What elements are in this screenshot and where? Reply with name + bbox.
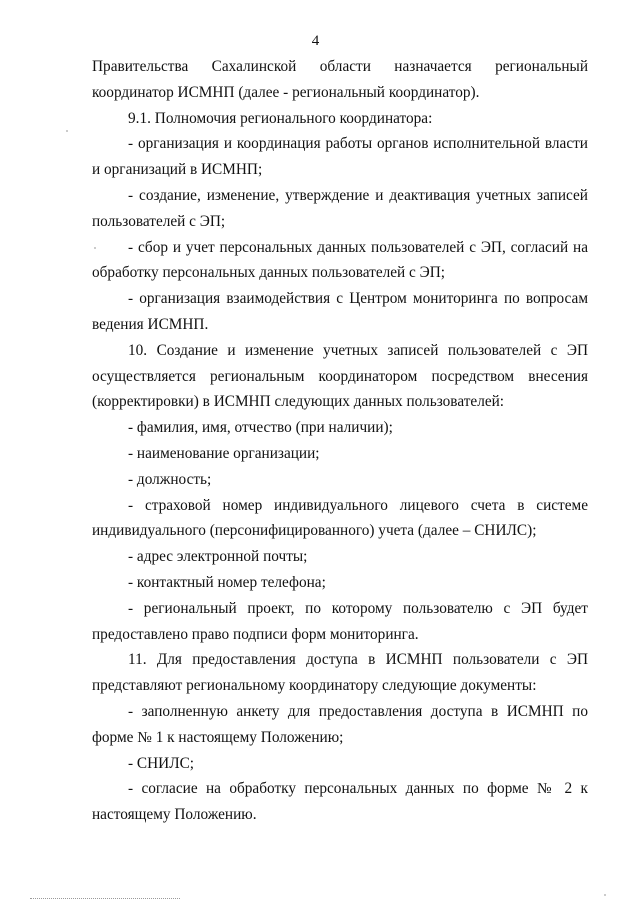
paragraph-continuation: Правительства Сахалинской области назначается региональный координатор ИСМНП (далее - региональный координатор). (92, 58, 588, 101)
list-item: - согласие на обработку персональных данных по форме № 2 к настоящему Положению. (92, 780, 588, 824)
document-body (92, 54, 588, 828)
list-item: - СНИЛС; (128, 754, 195, 772)
scan-artifact-dot (604, 894, 606, 896)
list-item: - сбор и учет персональных данных пользователей с ЭП, согласий на обработку персональных данных пользователей с ЭП; (92, 238, 588, 282)
list-item: - должность; (128, 470, 212, 488)
paragraph-11: 11. Для предоставления доступа в ИСМНП пользователи с ЭП представляют региональному координатору следующие документы: (92, 651, 588, 695)
list-item: - заполненную анкету для предоставления доступа в ИСМНП по форме № 1 к настоящему Положению; (92, 702, 588, 746)
paragraph-9-1-heading: 9.1. Полномочия регионального координатора: (128, 109, 433, 127)
list-item: - организация взаимодействия с Центром мониторинга по вопросам ведения ИСМНП. (92, 290, 588, 333)
scan-artifact-dot (66, 130, 68, 132)
list-item: - создание, изменение, утверждение и деактивация учетных записей пользователей с ЭП; (92, 186, 588, 230)
list-item: - организация и координация работы органов исполнительной власти и организаций в ИСМНП; (92, 135, 588, 179)
scan-artifact-dot (94, 247, 96, 249)
list-item: - региональный проект, по которому пользователю с ЭП будет предоставлено право подписи форм мониторинга. (92, 599, 588, 643)
page-number: 4 (311, 33, 320, 49)
list-item: - наименование организации; (128, 444, 320, 462)
list-item: - страховой номер индивидуального лицевого счета в системе индивидуального (персонифицированного) учета (далее – СНИЛС); (92, 496, 588, 540)
scan-artifact-line (30, 898, 180, 900)
paragraph-10: 10. Создание и изменение учетных записей пользователей с ЭП осуществляется региональным координатором посредством внесения (корректировки) в ИСМНП следующих данных пользователей: (92, 341, 588, 411)
list-item: - фамилия, имя, отчество (при наличии); (128, 419, 393, 437)
list-item: - контактный номер телефона; (128, 573, 326, 591)
list-item: - адрес электронной почты; (128, 548, 308, 566)
